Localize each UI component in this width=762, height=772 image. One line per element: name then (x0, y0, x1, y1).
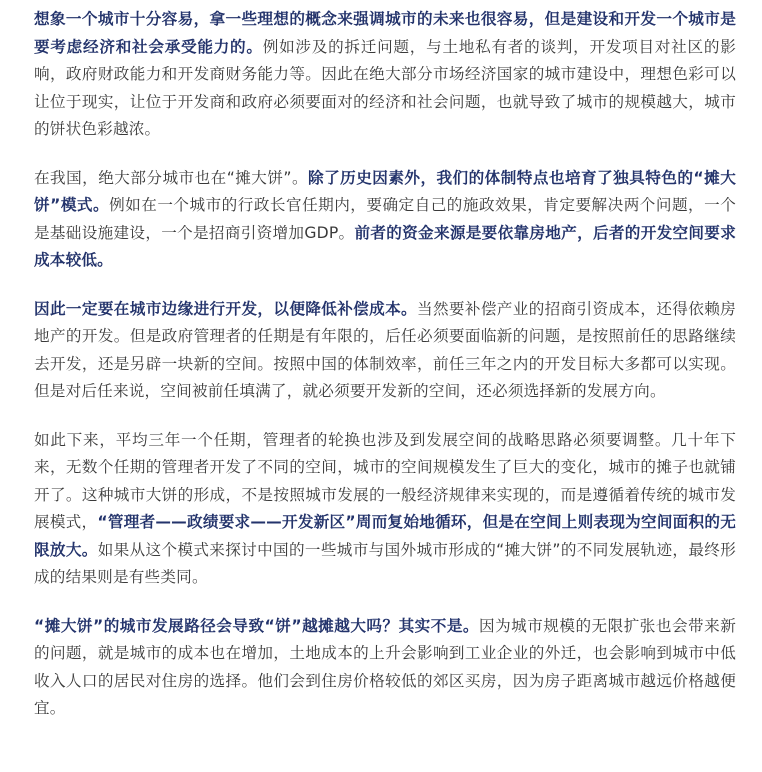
paragraph-2-bold-2: 前者的资金来源是要依靠房地产，后者的开发空间要求成本较低。 (34, 223, 736, 269)
paragraph-4 (34, 427, 736, 592)
paragraph-1-bold-1: 想象一个城市十分容易，拿一些理想的概念来强调城市的未来也很容易，但是建设和开发一个城市是要考虑经济和社会承受能力的。 (34, 10, 736, 56)
paragraph-1 (34, 6, 736, 144)
paragraph-2 (34, 165, 736, 275)
paragraph-5-text-1: 因为城市规模的无限扩张也会带来新的问题，就是城市的成本也在增加，土地成本的上升会影响到工业企业的外迁，也会影响到城市中低收入人口的居民对住房的选择。他们会到住房价格较低的郊区买房，因为房子距离城市越远价格越便宜。 (34, 616, 736, 717)
paragraph-2-text-1: 在我国，绝大部分城市也在“摊大饼”。 (34, 168, 309, 187)
paragraph-3 (34, 296, 736, 406)
paragraph-5 (34, 613, 736, 723)
paragraph-3-bold-1: 因此一定要在城市边缘进行开发，以便降低补偿成本。 (34, 299, 417, 318)
paragraph-3-text-1: 当然要补偿产业的招商引资成本，还得依赖房地产的开发。但是政府管理者的任期是有年限的，后任必须要面临新的问题，是按照前任的思路继续去开发，还是另辟一块新的空间。按照中国的体制效率，前任三年之内的开发目标大多都可以实现。但是对后任来说，空间被前任填满了，就必须要开发新的空间，还必须选择新的发展方向。 (34, 299, 736, 400)
paragraph-4-bold-1: “管理者——政绩要求——开发新区”周而复始地循环，但是在空间上则表现为空间面积的无限放大。 (34, 513, 736, 559)
paragraph-5-bold-1: “摊大饼”的城市发展路径会导致“饼”越摊越大吗？其实不是。 (34, 616, 479, 635)
paragraph-1-text-1: 例如涉及的拆迁问题，与土地私有者的谈判，开发项目对社区的影响，政府财政能力和开发商财务能力等。因此在绝大部分市场经济国家的城市建设中，理想色彩可以让位于现实，让位于开发商和政府必须要面对的经济和社会问题，也就导致了城市的规模越大，城市的饼状色彩越浓。 (34, 37, 736, 138)
paragraph-2-bold-1: 除了历史因素外，我们的体制特点也培育了独具特色的“摊大饼”模式。 (34, 168, 736, 214)
paragraph-4-text-1: 如此下来，平均三年一个任期，管理者的轮换也涉及到发展空间的战略思路必须要调整。几十年下来，无数个任期的管理者开发了不同的空间，城市的空间规模发生了巨大的变化，城市的摊子也就铺开了。这种城市大饼的形成，不是按照城市发展的一般经济规律来实现的，而是遵循着传统的城市发展模式， (34, 430, 736, 531)
paragraph-2-text-2: 例如在一个城市的行政长官任期内，要确定自己的施政效果，肯定要解决两个问题，一个是基础设施建设，一个是招商引资增加GDP。 (34, 196, 736, 242)
paragraph-4-text-2: 如果从这个模式来探讨中国的一些城市与国外城市形成的“摊大饼”的不同发展轨迹，最终形成的结果则是有些类同。 (34, 540, 736, 586)
